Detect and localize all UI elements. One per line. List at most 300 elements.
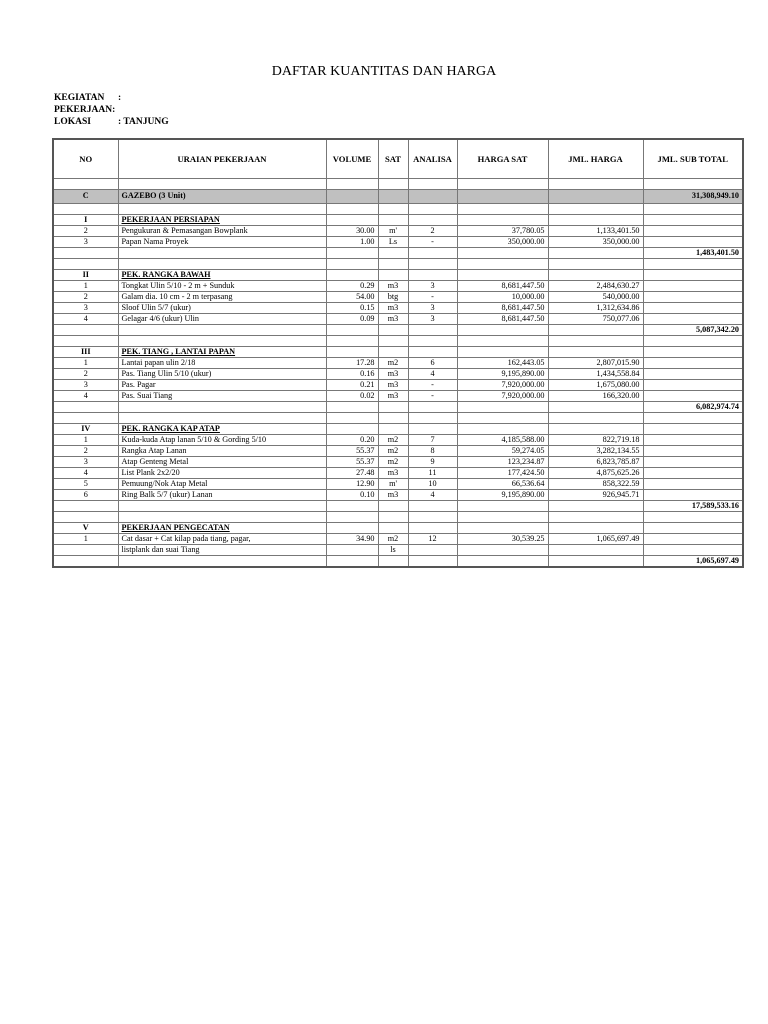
- table-cell: [643, 490, 743, 501]
- table-cell: [378, 424, 408, 435]
- item-unit: m2: [378, 534, 408, 545]
- table-cell: [643, 435, 743, 446]
- table-row: [53, 303, 743, 314]
- table-cell: [408, 402, 457, 413]
- table-cell: [378, 523, 408, 534]
- table-cell: [643, 237, 743, 248]
- table-row: [53, 226, 743, 237]
- col-header-harga-sat: HARGA SAT: [457, 139, 548, 179]
- table-cell: [378, 413, 408, 424]
- table-cell: [643, 292, 743, 303]
- section-subtotal: 5,087,342.20: [643, 325, 743, 336]
- item-no: 1: [53, 358, 118, 369]
- meta-pekerjaan: [54, 105, 115, 115]
- table-cell: [408, 248, 457, 259]
- table-cell: [408, 347, 457, 358]
- table-cell: [53, 545, 118, 556]
- item-analisa: 3: [408, 281, 457, 292]
- item-total-price: 6,823,785.87: [548, 457, 643, 468]
- table-row: [53, 314, 743, 325]
- table-cell: [457, 270, 548, 281]
- table-cell: [408, 556, 457, 568]
- table-cell: [326, 512, 378, 523]
- table-cell: [408, 545, 457, 556]
- item-unit: m3: [378, 369, 408, 380]
- item-unit: m3: [378, 380, 408, 391]
- table-cell: [643, 358, 743, 369]
- col-header-analisa: ANALISA: [408, 139, 457, 179]
- table-cell: [548, 325, 643, 336]
- meta-value: :: [118, 93, 122, 103]
- item-unit-price: 30,539.25: [457, 534, 548, 545]
- item-total-price: 858,322.59: [548, 479, 643, 490]
- table-cell: [457, 512, 548, 523]
- table-cell: [408, 413, 457, 424]
- table-cell: [548, 424, 643, 435]
- table-cell: [378, 248, 408, 259]
- meta-label: KEGIATAN: [54, 93, 105, 103]
- table-cell: [457, 347, 548, 358]
- table-cell: [118, 402, 326, 413]
- table-cell: [643, 303, 743, 314]
- item-no: 2: [53, 292, 118, 303]
- item-analisa: 7: [408, 435, 457, 446]
- table-row: [53, 380, 743, 391]
- table-cell: [326, 523, 378, 534]
- item-description: Pemuung/Nok Atap Metal: [118, 479, 326, 490]
- table-cell: [326, 545, 378, 556]
- table-cell: [548, 556, 643, 568]
- item-volume: 0.16: [326, 369, 378, 380]
- section-name: PEK. TIANG , LANTAI PAPAN: [118, 347, 326, 358]
- table-cell: [378, 336, 408, 347]
- item-no: 2: [53, 446, 118, 457]
- table-cell: [378, 259, 408, 270]
- item-no: 5: [53, 479, 118, 490]
- table-cell: [643, 369, 743, 380]
- item-total-price: 1,065,697.49: [548, 534, 643, 545]
- item-analisa: -: [408, 237, 457, 248]
- item-unit: m3: [378, 391, 408, 402]
- item-no: 3: [53, 457, 118, 468]
- spacer-row: [53, 336, 743, 347]
- item-description: Gelagar 4/6 (ukur) Ulin: [118, 314, 326, 325]
- table-cell: [548, 501, 643, 512]
- item-unit-price: 66,536.64: [457, 479, 548, 490]
- item-total-price: 540,000.00: [548, 292, 643, 303]
- item-total-price: 1,434,558.84: [548, 369, 643, 380]
- col-header-volume: VOLUME: [326, 139, 378, 179]
- item-volume: 0.10: [326, 490, 378, 501]
- section-name: PEKERJAAN PENGECATAN: [118, 523, 326, 534]
- item-description: Pengukuran & Pemasangan Bowplank: [118, 226, 326, 237]
- item-description: Pas. Tiang Ulin 5/10 (ukur): [118, 369, 326, 380]
- group-name: GAZEBO (3 Unit): [118, 190, 326, 204]
- table-cell: [643, 523, 743, 534]
- item-volume: 17.28: [326, 358, 378, 369]
- table-cell: [548, 248, 643, 259]
- item-unit: m3: [378, 490, 408, 501]
- item-unit-price: 123,234.87: [457, 457, 548, 468]
- table-cell: [643, 380, 743, 391]
- item-analisa: 11: [408, 468, 457, 479]
- document-title: DAFTAR KUANTITAS DAN HARGA: [271, 64, 497, 79]
- item-description: Cat dasar + Cat kilap pada tiang, pagar,: [118, 534, 326, 545]
- table-cell: [548, 336, 643, 347]
- item-description: Rangka Atap Lanan: [118, 446, 326, 457]
- item-analisa: 9: [408, 457, 457, 468]
- table-cell: [118, 413, 326, 424]
- table-cell: [326, 413, 378, 424]
- quantity-price-table: [52, 138, 744, 568]
- table-cell: [378, 270, 408, 281]
- table-row: [53, 534, 743, 545]
- item-unit-price: 7,920,000.00: [457, 380, 548, 391]
- section-no: V: [53, 523, 118, 534]
- table-cell: [118, 248, 326, 259]
- table-cell: [53, 259, 118, 270]
- item-unit: m3: [378, 281, 408, 292]
- table-cell: [548, 512, 643, 523]
- table-cell: [643, 215, 743, 226]
- table-cell: [457, 556, 548, 568]
- section-name: PEK. RANGKA BAWAH: [118, 270, 326, 281]
- item-volume: 12.90: [326, 479, 378, 490]
- table-cell: [118, 325, 326, 336]
- table-cell: [643, 534, 743, 545]
- spacer-row: [53, 259, 743, 270]
- item-analisa: 2: [408, 226, 457, 237]
- table-cell: [548, 545, 643, 556]
- table-cell: [408, 336, 457, 347]
- table-cell: [378, 501, 408, 512]
- table-row: [53, 457, 743, 468]
- item-description: List Plank 2x2/20: [118, 468, 326, 479]
- section-header-row: [53, 424, 743, 435]
- item-unit: m3: [378, 314, 408, 325]
- item-no: 3: [53, 303, 118, 314]
- table-cell: [457, 259, 548, 270]
- section-subtotal: 17,589,533.16: [643, 501, 743, 512]
- table-cell: [643, 226, 743, 237]
- item-no: 1: [53, 534, 118, 545]
- table-cell: [457, 336, 548, 347]
- table-cell: [326, 336, 378, 347]
- item-total-price: 926,945.71: [548, 490, 643, 501]
- item-volume: 0.29: [326, 281, 378, 292]
- table-cell: [457, 325, 548, 336]
- item-description: Sloof Ulin 5/7 (ukur): [118, 303, 326, 314]
- section-no: I: [53, 215, 118, 226]
- meta-kegiatan: [54, 93, 121, 103]
- table-cell: [548, 270, 643, 281]
- item-unit-price: 10,000.00: [457, 292, 548, 303]
- section-subtotal: 1,065,697.49: [643, 556, 743, 568]
- item-unit-price: 8,681,447.50: [457, 281, 548, 292]
- item-volume: 34.90: [326, 534, 378, 545]
- table-cell: [643, 347, 743, 358]
- col-header-uraian: URAIAN PEKERJAAN: [118, 139, 326, 179]
- table-cell: [643, 468, 743, 479]
- col-header-no: NO: [53, 139, 118, 179]
- item-unit-price: 37,780.05: [457, 226, 548, 237]
- item-no: 6: [53, 490, 118, 501]
- item-no: 4: [53, 391, 118, 402]
- item-unit-cont: ls: [378, 545, 408, 556]
- item-analisa: 3: [408, 314, 457, 325]
- table-cell: [326, 501, 378, 512]
- table-cell: [548, 215, 643, 226]
- table-cell: [408, 512, 457, 523]
- col-header-sub-total: JML. SUB TOTAL: [643, 139, 743, 179]
- item-description: Tongkat Ulin 5/10 - 2 m + Sunduk: [118, 281, 326, 292]
- item-description: Pas. Suai Tiang: [118, 391, 326, 402]
- section-header-row: [53, 270, 743, 281]
- table-row: [53, 237, 743, 248]
- table-row: [53, 490, 743, 501]
- table-cell: [408, 501, 457, 512]
- table-cell: [118, 336, 326, 347]
- item-analisa: 8: [408, 446, 457, 457]
- table-cell: [378, 325, 408, 336]
- table-cell: [378, 215, 408, 226]
- item-volume: 1.00: [326, 237, 378, 248]
- item-volume: 30.00: [326, 226, 378, 237]
- table-cell: [643, 391, 743, 402]
- col-header-jml-harga: JML. HARGA: [548, 139, 643, 179]
- table-cell: [548, 413, 643, 424]
- table-cell: [408, 270, 457, 281]
- section-subtotal-row: [53, 325, 743, 336]
- table-cell: [548, 402, 643, 413]
- section-name: PEK. RANGKA KAP ATAP: [118, 424, 326, 435]
- item-analisa: -: [408, 292, 457, 303]
- table-cell: [643, 457, 743, 468]
- table-cell: [643, 259, 743, 270]
- table-cell: [643, 270, 743, 281]
- section-subtotal: 1,483,401.50: [643, 248, 743, 259]
- table-cell: [378, 402, 408, 413]
- table-row: [53, 292, 743, 303]
- item-unit-price: 8,681,447.50: [457, 314, 548, 325]
- spacer-row: [53, 512, 743, 523]
- spacer-row: [53, 204, 743, 215]
- item-analisa: -: [408, 391, 457, 402]
- item-total-price: 3,282,134.55: [548, 446, 643, 457]
- table-cell: [326, 270, 378, 281]
- item-volume: 27.48: [326, 468, 378, 479]
- table-cell: [326, 325, 378, 336]
- meta-label: LOKASI: [54, 117, 91, 127]
- table-row: [53, 479, 743, 490]
- item-unit: btg: [378, 292, 408, 303]
- table-cell: [53, 501, 118, 512]
- table-cell: [408, 215, 457, 226]
- item-unit-price: 177,424.50: [457, 468, 548, 479]
- item-total-price: 4,875,625.26: [548, 468, 643, 479]
- item-analisa: 10: [408, 479, 457, 490]
- item-unit-price: 59,274.05: [457, 446, 548, 457]
- table-cell: [326, 347, 378, 358]
- table-row: [53, 391, 743, 402]
- table-cell: [53, 512, 118, 523]
- table-cell: [457, 501, 548, 512]
- table-cell: [548, 347, 643, 358]
- table-cell: [548, 259, 643, 270]
- item-analisa: 4: [408, 490, 457, 501]
- item-analisa: 3: [408, 303, 457, 314]
- item-unit-price: 162,443.05: [457, 358, 548, 369]
- item-unit: m2: [378, 446, 408, 457]
- section-name: PEKERJAAN PERSIAPAN: [118, 215, 326, 226]
- section-header-row: [53, 523, 743, 534]
- table-header-row: [53, 139, 743, 179]
- section-subtotal: 6,082,974.74: [643, 402, 743, 413]
- table-cell: [326, 556, 378, 568]
- col-header-sat: SAT: [378, 139, 408, 179]
- item-volume: 55.37: [326, 446, 378, 457]
- section-subtotal-row: [53, 402, 743, 413]
- table-cell: [118, 556, 326, 568]
- table-cell: [408, 259, 457, 270]
- table-cell: [378, 347, 408, 358]
- table-cell: [457, 402, 548, 413]
- table-row: [53, 468, 743, 479]
- table-cell: [457, 215, 548, 226]
- item-unit: m': [378, 226, 408, 237]
- section-header-row: [53, 347, 743, 358]
- table-cell: [118, 259, 326, 270]
- item-unit: m3: [378, 468, 408, 479]
- table-cell: [643, 446, 743, 457]
- table-row: [53, 435, 743, 446]
- group-total: 31,308,949.10: [643, 190, 743, 204]
- table-cell: [326, 259, 378, 270]
- item-total-price: 2,484,630.27: [548, 281, 643, 292]
- item-description: Atap Genteng Metal: [118, 457, 326, 468]
- table-cell: [457, 424, 548, 435]
- table-cell: [408, 523, 457, 534]
- item-description: Kuda-kuda Atap lanan 5/10 & Gording 5/10: [118, 435, 326, 446]
- meta-label: PEKERJAAN: [54, 105, 113, 115]
- table-cell: [548, 523, 643, 534]
- item-volume: 55.37: [326, 457, 378, 468]
- meta-value: : TANJUNG: [118, 117, 169, 127]
- table-cell: [53, 325, 118, 336]
- item-unit: m2: [378, 435, 408, 446]
- item-unit-price: 350,000.00: [457, 237, 548, 248]
- item-unit: Ls: [378, 237, 408, 248]
- spacer-row: [53, 413, 743, 424]
- item-unit-price: 9,195,890.00: [457, 490, 548, 501]
- item-volume: 0.15: [326, 303, 378, 314]
- table-cell: [408, 424, 457, 435]
- item-no: 2: [53, 369, 118, 380]
- table-cell: [53, 248, 118, 259]
- table-cell: [53, 336, 118, 347]
- section-subtotal-row: [53, 556, 743, 568]
- item-unit-price: 8,681,447.50: [457, 303, 548, 314]
- section-header-row: [53, 215, 743, 226]
- item-no: 3: [53, 380, 118, 391]
- item-analisa: 4: [408, 369, 457, 380]
- item-total-price: 750,077.06: [548, 314, 643, 325]
- item-no: 4: [53, 468, 118, 479]
- group-no: C: [53, 190, 118, 204]
- table-cell: [53, 402, 118, 413]
- table-cell: [643, 512, 743, 523]
- item-analisa: 6: [408, 358, 457, 369]
- item-total-price: 1,133,401.50: [548, 226, 643, 237]
- table-cell: [643, 314, 743, 325]
- section-no: III: [53, 347, 118, 358]
- item-unit-price: 7,920,000.00: [457, 391, 548, 402]
- section-no: IV: [53, 424, 118, 435]
- table-row-continuation: [53, 545, 743, 556]
- table-cell: [118, 512, 326, 523]
- item-total-price: 1,675,080.00: [548, 380, 643, 391]
- table-cell: [457, 248, 548, 259]
- table-row: [53, 369, 743, 380]
- item-description: Ring Balk 5/7 (ukur) Lanan: [118, 490, 326, 501]
- item-unit: m2: [378, 457, 408, 468]
- item-description: Galam dia. 10 cm - 2 m terpasang: [118, 292, 326, 303]
- table-cell: [326, 248, 378, 259]
- table-cell: [643, 336, 743, 347]
- section-no: II: [53, 270, 118, 281]
- item-total-price: 1,312,634.86: [548, 303, 643, 314]
- group-row: [53, 190, 743, 204]
- item-unit-price: 9,195,890.00: [457, 369, 548, 380]
- item-volume: 0.02: [326, 391, 378, 402]
- item-description: Pas. Pagar: [118, 380, 326, 391]
- table-cell: [378, 556, 408, 568]
- item-no: 2: [53, 226, 118, 237]
- item-analisa: 12: [408, 534, 457, 545]
- item-volume: 54.00: [326, 292, 378, 303]
- item-description-cont: listplank dan suai Tiang: [118, 545, 326, 556]
- table-cell: [326, 424, 378, 435]
- meta-lokasi: [54, 117, 169, 127]
- item-volume: 0.21: [326, 380, 378, 391]
- item-analisa: -: [408, 380, 457, 391]
- table-cell: [53, 556, 118, 568]
- item-total-price: 822,719.18: [548, 435, 643, 446]
- table-row: [53, 358, 743, 369]
- item-unit-price: 4,185,588.00: [457, 435, 548, 446]
- item-volume: 0.20: [326, 435, 378, 446]
- table-cell: [408, 325, 457, 336]
- table-cell: [643, 545, 743, 556]
- table-cell: [326, 402, 378, 413]
- item-unit: m': [378, 479, 408, 490]
- item-unit: m2: [378, 358, 408, 369]
- table-cell: [457, 413, 548, 424]
- table-cell: [326, 215, 378, 226]
- item-unit: m3: [378, 303, 408, 314]
- item-description: Papan Nama Proyek: [118, 237, 326, 248]
- table-cell: [457, 523, 548, 534]
- item-volume: 0.09: [326, 314, 378, 325]
- item-no: 4: [53, 314, 118, 325]
- item-total-price: 2,807,015.90: [548, 358, 643, 369]
- section-subtotal-row: [53, 501, 743, 512]
- meta-value: :: [112, 105, 116, 115]
- table-cell: [457, 545, 548, 556]
- item-no: 3: [53, 237, 118, 248]
- item-total-price: 166,320.00: [548, 391, 643, 402]
- table-cell: [53, 413, 118, 424]
